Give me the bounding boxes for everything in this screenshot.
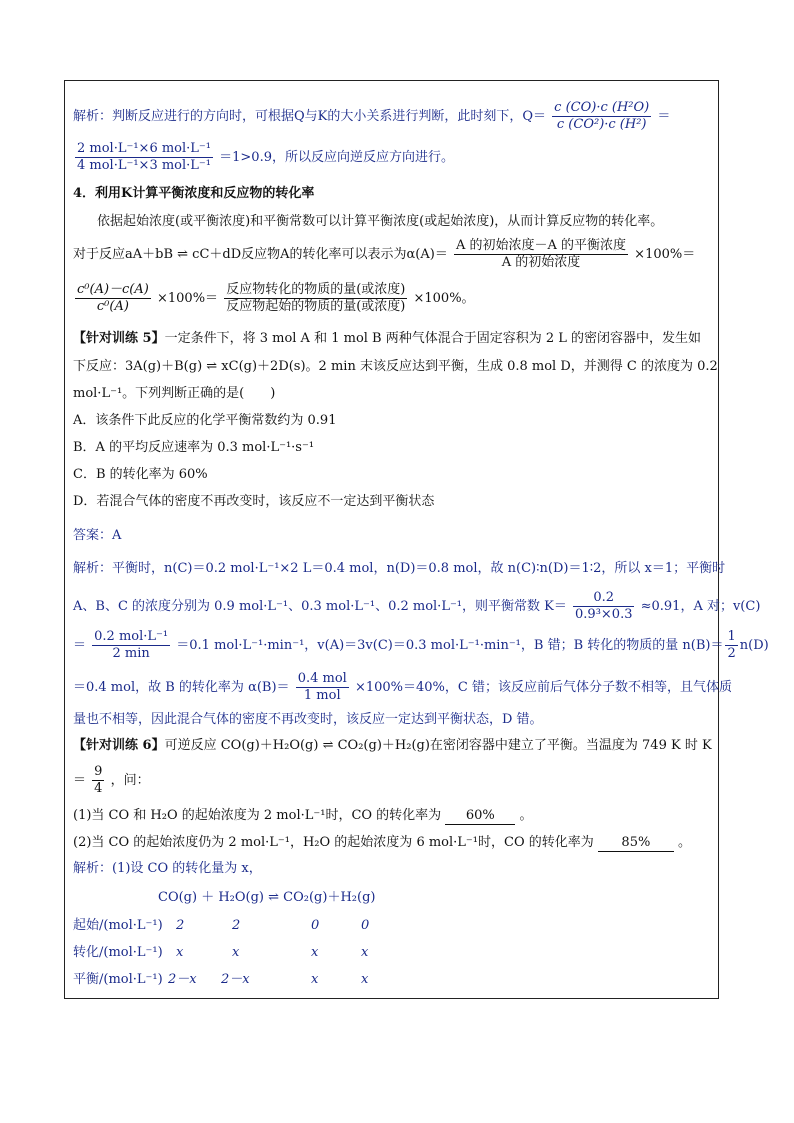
s2-lead: A、B、C 的浓度分别为 0.9 mol·L⁻¹、0.3 mol·L⁻¹、0.2 mol·L⁻¹，则平衡常数 K＝ [73,599,567,614]
option-c: C．B 的转化率为 60% [73,467,208,482]
row-cell: x [176,945,184,960]
option-b: B．A 的平均反应速率为 0.3 mol·L⁻¹·s⁻¹ [73,440,315,455]
conversion-formula-2 [73,282,475,315]
train6-q3 [73,808,532,825]
train6-equation: CO(g) ＋ H₂O(g) ⇌ CO₂(g)＋H₂(g) [158,890,376,905]
jiexi-calc [73,141,454,174]
train5-solution-line4 [73,671,732,704]
k-value-numerator: 9 [94,764,103,779]
c0-denominator: c⁰(A) [96,299,129,314]
half-numerator: 1 [727,629,736,644]
s3-mid: ＝0.1 mol·L⁻¹·min⁻¹，v(A)＝3v(C)＝0.3 mol·L⁻¹·min⁻¹，B 错；B 转化的物质的量 n(B)＝ [176,638,724,653]
row-cell: x [311,972,319,987]
q-numerator: c (CO)·c (H²O) [554,100,650,115]
row-label: 起始/(mol·L⁻¹) [73,918,163,933]
row-label: 平衡/(mol·L⁻¹) [73,972,163,987]
calc-conclusion: ＝1>0.9，所以反应向逆反应方向进行。 [219,150,454,165]
alpha-fraction [296,671,349,704]
row-cell: 2－x [168,972,197,987]
calc-fraction [75,141,213,174]
q4-answer-blank: 85% [598,835,674,852]
s3-lead: ＝ [73,638,87,653]
section4-paragraph: 依据起始浓度(或平衡浓度)和平衡常数可以计算平衡浓度(或起始浓度)，从而计算反应物的转化率。 [97,214,664,229]
formula-end: ×100%。 [413,291,475,306]
q2-lead: ＝ [73,773,87,788]
train5-q1: 一定条件下，将 3 mol A 和 1 mol B 两种气体混合于固定容积为 2 L 的密闭容器中，发生如 [164,331,702,346]
row-cell: x [361,945,369,960]
train5-question-line3: mol·L⁻¹。下列判断正确的是( ) [73,386,276,401]
rate-denominator: 2 min [112,646,150,661]
formula-lead: 对于反应aA＋bB ⇌ cC＋dD反应物A的转化率可以表示为α(A)＝ [73,247,448,262]
amount-fraction [224,282,407,315]
option-d: D．若混合气体的密度不再改变时，该反应不一定达到平衡状态 [73,494,435,509]
q4-tail: 。 [678,835,692,850]
amount-numerator: 反应物转化的物质的量(或浓度) [226,282,406,297]
train5-question-line1 [73,331,701,347]
q3-lead: (1)当 CO 和 H₂O 的起始浓度为 2 mol·L⁻¹时，CO 的转化率为 [73,808,442,823]
formula-tail: ×100%＝ [634,247,696,262]
q-fraction [552,100,651,133]
train5-solution-line1: 解析：平衡时，n(C)＝0.2 mol·L⁻¹×2 L＝0.4 mol，n(D)＝0.8 mol，故 n(C)∶n(D)＝1∶2，所以 x＝1；平衡时 [73,561,726,576]
k-value-denominator: 4 [94,781,103,796]
conversion-formula [73,238,695,271]
formula-mid: ×100%＝ [156,291,219,306]
alpha-denominator: 1 mol [303,688,341,703]
calc-numerator: 2 mol·L⁻¹×6 mol·L⁻¹ [77,141,211,156]
s4-tail: ×100%＝40%，C 错；该反应前后气体分子数不相等，且气体质 [354,680,732,695]
row-cell: 0 [361,918,370,933]
q2-tail: ，问： [110,773,150,788]
k-fraction [573,590,634,623]
equal-sign: ＝ [657,109,671,124]
row-cell: x [361,972,369,987]
amount-denominator: 反应物起始的物质的量(或浓度) [226,299,406,314]
option-a: A．该条件下此反应的化学平衡常数约为 0.91 [73,413,337,428]
calc-denominator: 4 mol·L⁻¹×3 mol·L⁻¹ [77,158,211,173]
c0-numerator: c⁰(A)－c(A) [77,282,149,297]
row-cell: 0 [311,918,320,933]
train5-label: 【针对训练 5】 [73,331,165,346]
row-cell: 2 [176,918,185,933]
train6-solution-line1: 解析：(1)设 CO 的转化量为 x， [73,861,262,876]
row-cell: x [311,945,319,960]
s2-tail: ≈0.91，A 对；v(C) [640,599,761,614]
rate-fraction [92,629,170,662]
train5-answer: 答案：A [73,528,122,543]
q3-tail: 。 [519,808,533,823]
alpha-numerator: 0.4 mol [297,671,347,686]
q4-lead: (2)当 CO 的起始浓度仍为 2 mol·L⁻¹，H₂O 的起始浓度为 6 mol·L⁻¹时，CO 的转化率为 [73,835,594,850]
train5-solution-line5: 量也不相等，因此混合气体的密度不再改变时，该反应一定达到平衡状态，D 错。 [73,712,543,727]
k-value-fraction [92,764,104,797]
row-cell: 2－x [221,972,250,987]
train6-question-line2 [73,764,150,797]
conversion-numerator: A 的初始浓度－A 的平衡浓度 [455,238,627,253]
k-denominator: 0.9³×0.3 [575,607,633,622]
train6-q4 [73,835,691,852]
conversion-fraction [454,238,628,271]
jiexi1-text: 解析：判断反应进行的方向时，可根据Q与K的大小关系进行判断，此时刻下，Q＝ [73,109,547,124]
jiexi-direction [73,100,670,133]
train6-q1: 可逆反应 CO(g)＋H₂O(g) ⇌ CO₂(g)＋H₂(g)在密闭容器中建立了平衡。当温度为 749 K 时 K [164,738,712,753]
q3-answer-blank: 60% [445,808,515,825]
row-cell: x [232,945,240,960]
rate-numerator: 0.2 mol·L⁻¹ [94,629,169,644]
conversion-denominator: A 的初始浓度 [501,255,581,270]
train6-label: 【针对训练 6】 [73,738,165,753]
train5-solution-line3 [73,629,769,662]
row-cell: 2 [232,918,241,933]
half-denominator: 2 [727,646,736,661]
half-fraction [725,629,737,662]
train6-question-line1 [73,738,712,754]
row-label: 转化/(mol·L⁻¹) [73,945,163,960]
train5-solution-line2 [73,590,760,623]
s4-lead: ＝0.4 mol，故 B 的转化率为 α(B)＝ [73,680,290,695]
train5-question-line2: 下反应：3A(g)＋B(g) ⇌ xC(g)＋2D(s)。2 min 末该反应达到平衡，生成 0.8 mol D，并测得 C 的浓度为 0.2 [73,359,718,374]
c0-fraction [75,282,151,315]
k-numerator: 0.2 [573,590,634,607]
s3-tail: n(D) [739,638,769,653]
section4-title: 4．利用K计算平衡浓度和反应物的转化率 [73,186,315,201]
q-denominator: c (CO²)·c (H²) [556,117,647,132]
